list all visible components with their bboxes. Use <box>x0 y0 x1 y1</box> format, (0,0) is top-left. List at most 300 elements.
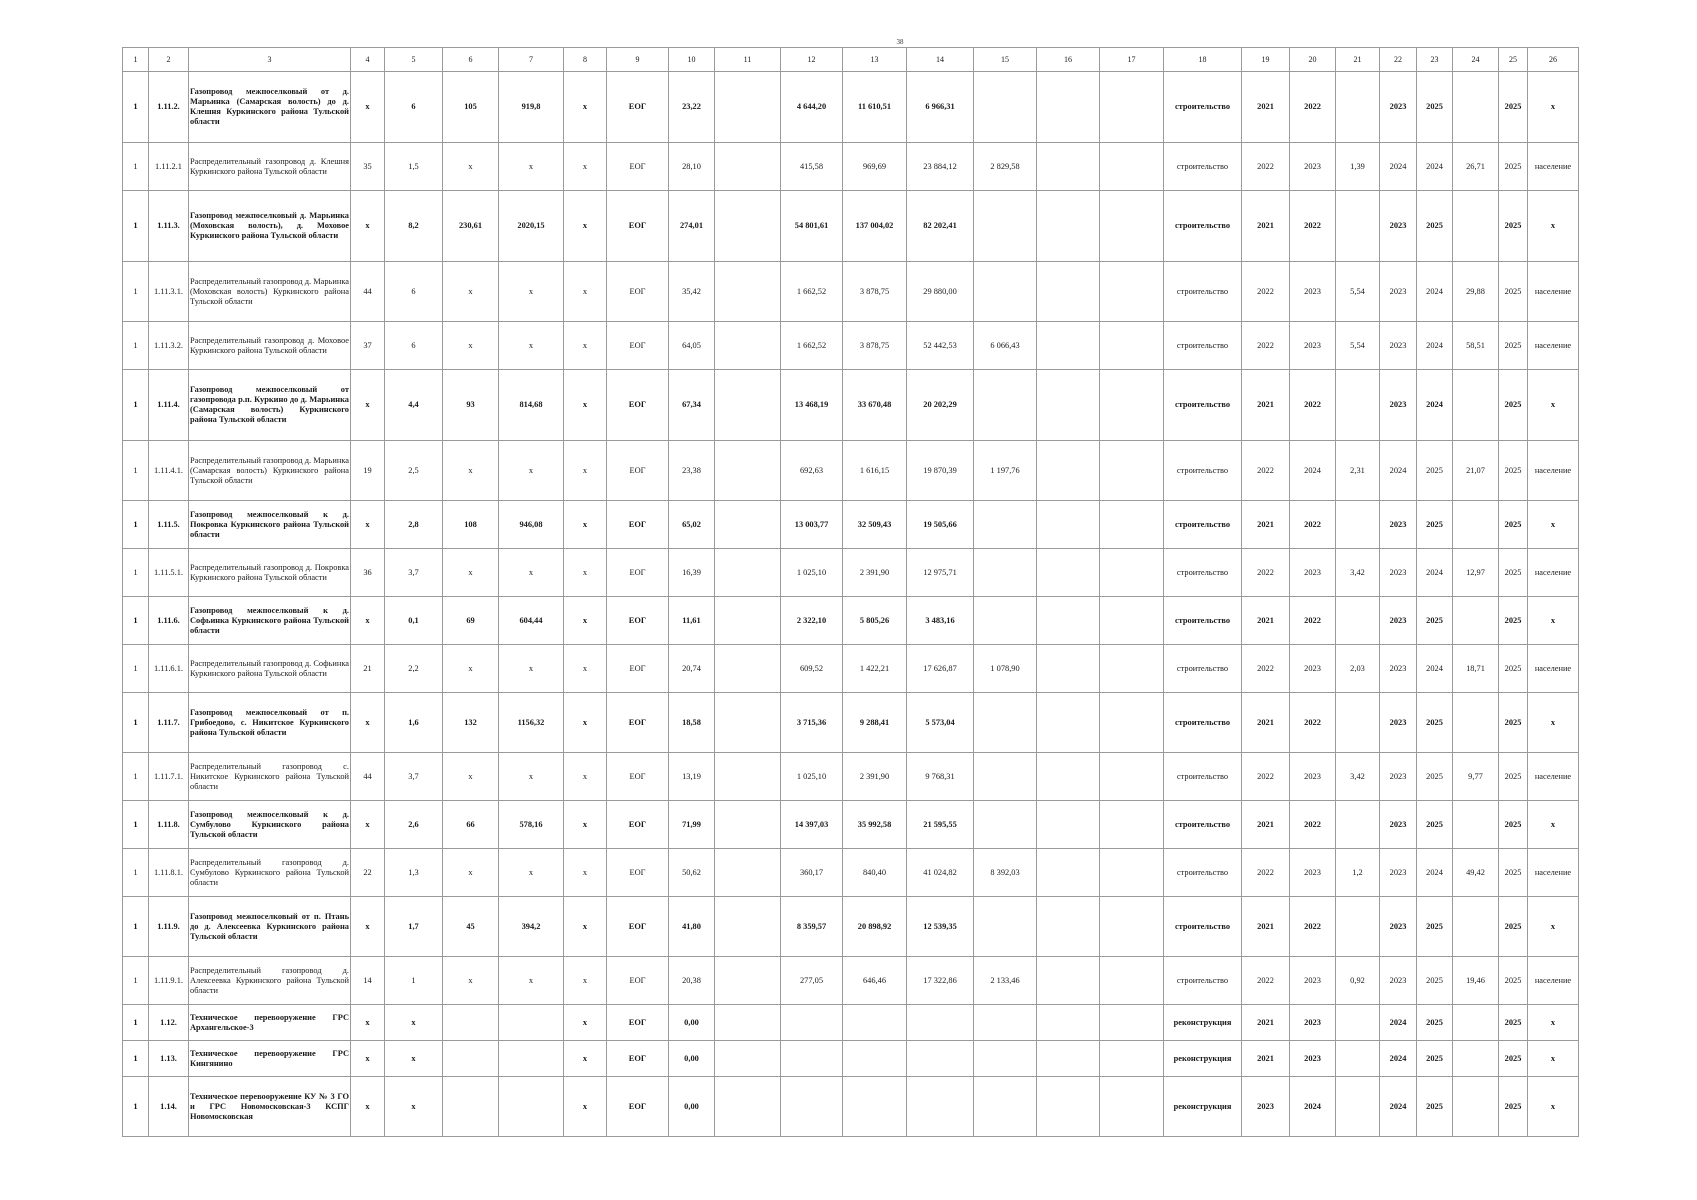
cell-col-22: 2023 <box>1380 370 1417 441</box>
cell-col-23: 2025 <box>1417 501 1453 549</box>
cell-col-26: население <box>1528 957 1579 1005</box>
cell-col-1: 1 <box>123 597 149 645</box>
cell-col-5: 1,3 <box>385 849 443 897</box>
cell-col-20: 2022 <box>1290 72 1336 143</box>
cell-col-9: ЕОГ <box>607 262 669 322</box>
cell-col-7: x <box>499 322 564 370</box>
cell-col-7: 1156,32 <box>499 693 564 753</box>
cell-col-10: 274,01 <box>669 191 715 262</box>
cell-col-12: 13 003,77 <box>781 501 843 549</box>
cell-col-3: Техническое перевооружение КУ № 3 ГО и ГРС Новомосковская-3 КСПГ Новомосковская <box>189 1077 351 1137</box>
cell-col-6: 66 <box>443 801 499 849</box>
cell-col-4: x <box>351 801 385 849</box>
cell-col-20: 2023 <box>1290 957 1336 1005</box>
cell-col-13: 3 878,75 <box>843 322 907 370</box>
cell-col-4: x <box>351 1041 385 1077</box>
cell-col-10: 23,38 <box>669 441 715 501</box>
cell-col-19: 2021 <box>1242 72 1290 143</box>
cell-col-15 <box>974 693 1037 753</box>
cell-col-11 <box>715 753 781 801</box>
cell-col-12: 8 359,57 <box>781 897 843 957</box>
table-row <box>123 897 1579 957</box>
cell-col-12: 277,05 <box>781 957 843 1005</box>
cell-col-20: 2022 <box>1290 191 1336 262</box>
cell-col-5: 0,1 <box>385 597 443 645</box>
cell-col-9: ЕОГ <box>607 753 669 801</box>
cell-col-24 <box>1453 191 1499 262</box>
table-row <box>123 441 1579 501</box>
cell-col-21 <box>1336 1005 1380 1041</box>
cell-col-19: 2021 <box>1242 897 1290 957</box>
cell-col-2: 1.11.8. <box>149 801 189 849</box>
cell-col-1: 1 <box>123 48 149 72</box>
cell-col-2: 1.11.9.1. <box>149 957 189 1005</box>
cell-col-26: население <box>1528 322 1579 370</box>
cell-col-3: Распределительный газопровод с. Никитское Куркинского района Тульской области <box>189 753 351 801</box>
cell-col-8: x <box>564 370 607 441</box>
cell-col-6: x <box>443 645 499 693</box>
cell-col-17 <box>1100 957 1164 1005</box>
cell-col-4: x <box>351 897 385 957</box>
cell-col-20: 2023 <box>1290 549 1336 597</box>
cell-col-1: 1 <box>123 322 149 370</box>
cell-col-22: 2023 <box>1380 597 1417 645</box>
cell-col-6: x <box>443 441 499 501</box>
cell-col-14: 17 322,86 <box>907 957 974 1005</box>
cell-col-8: x <box>564 322 607 370</box>
cell-col-11 <box>715 897 781 957</box>
cell-col-11 <box>715 597 781 645</box>
cell-col-8: x <box>564 957 607 1005</box>
cell-col-11 <box>715 1077 781 1137</box>
cell-col-7: x <box>499 549 564 597</box>
cell-col-21 <box>1336 370 1380 441</box>
cell-col-7: x <box>499 441 564 501</box>
cell-col-15 <box>974 501 1037 549</box>
cell-col-14: 12 539,35 <box>907 897 974 957</box>
cell-col-21 <box>1336 191 1380 262</box>
cell-col-16 <box>1037 322 1100 370</box>
cell-col-7 <box>499 1041 564 1077</box>
cell-col-10: 20,74 <box>669 645 715 693</box>
cell-col-26: x <box>1528 370 1579 441</box>
cell-col-12: 14 397,03 <box>781 801 843 849</box>
cell-col-9: ЕОГ <box>607 693 669 753</box>
cell-col-16 <box>1037 957 1100 1005</box>
cell-col-10: 50,62 <box>669 849 715 897</box>
cell-col-12: 1 662,52 <box>781 322 843 370</box>
cell-col-14: 5 573,04 <box>907 693 974 753</box>
cell-col-15 <box>974 597 1037 645</box>
cell-col-14: 82 202,41 <box>907 191 974 262</box>
cell-col-10: 65,02 <box>669 501 715 549</box>
cell-col-25: 2025 <box>1499 849 1528 897</box>
cell-col-16 <box>1037 801 1100 849</box>
cell-col-2: 1.11.3. <box>149 191 189 262</box>
cell-col-10: 16,39 <box>669 549 715 597</box>
cell-col-12: 1 662,52 <box>781 262 843 322</box>
cell-col-17 <box>1100 191 1164 262</box>
cell-col-17 <box>1100 1077 1164 1137</box>
cell-col-25: 2025 <box>1499 322 1528 370</box>
cell-col-3: Газопровод межпоселковый к д. Сумбулово Куркинского района Тульской области <box>189 801 351 849</box>
cell-col-7: x <box>499 645 564 693</box>
cell-col-24: 19,46 <box>1453 957 1499 1005</box>
cell-col-18: 18 <box>1164 48 1242 72</box>
cell-col-2: 2 <box>149 48 189 72</box>
cell-col-4: x <box>351 1077 385 1137</box>
cell-col-7 <box>499 1005 564 1041</box>
cell-col-23: 2024 <box>1417 370 1453 441</box>
cell-col-11 <box>715 262 781 322</box>
cell-col-16 <box>1037 645 1100 693</box>
cell-col-17 <box>1100 1005 1164 1041</box>
table-row <box>123 1077 1579 1137</box>
cell-col-18: строительство <box>1164 645 1242 693</box>
cell-col-5: 1,7 <box>385 897 443 957</box>
cell-col-16 <box>1037 693 1100 753</box>
cell-col-2: 1.11.5. <box>149 501 189 549</box>
cell-col-12 <box>781 1077 843 1137</box>
cell-col-20: 2023 <box>1290 1005 1336 1041</box>
cell-col-10: 0,00 <box>669 1041 715 1077</box>
cell-col-23: 2024 <box>1417 549 1453 597</box>
cell-col-25: 2025 <box>1499 1077 1528 1137</box>
cell-col-16 <box>1037 262 1100 322</box>
cell-col-2: 1.12. <box>149 1005 189 1041</box>
cell-col-7 <box>499 1077 564 1137</box>
cell-col-17 <box>1100 597 1164 645</box>
cell-col-17 <box>1100 849 1164 897</box>
cell-col-6: 108 <box>443 501 499 549</box>
cell-col-8: x <box>564 72 607 143</box>
cell-col-2: 1.11.7. <box>149 693 189 753</box>
cell-col-20: 20 <box>1290 48 1336 72</box>
cell-col-2: 1.11.2. <box>149 72 189 143</box>
cell-col-17 <box>1100 441 1164 501</box>
table-row <box>123 693 1579 753</box>
cell-col-22: 2024 <box>1380 1005 1417 1041</box>
cell-col-23: 2025 <box>1417 441 1453 501</box>
table-row <box>123 597 1579 645</box>
cell-col-7: 7 <box>499 48 564 72</box>
cell-col-2: 1.11.3.2. <box>149 322 189 370</box>
cell-col-15 <box>974 753 1037 801</box>
cell-col-4: 22 <box>351 849 385 897</box>
cell-col-17 <box>1100 72 1164 143</box>
cell-col-23: 2025 <box>1417 1005 1453 1041</box>
cell-col-20: 2023 <box>1290 143 1336 191</box>
cell-col-6: x <box>443 753 499 801</box>
cell-col-21: 5,54 <box>1336 322 1380 370</box>
cell-col-26: x <box>1528 1077 1579 1137</box>
cell-col-22: 2023 <box>1380 801 1417 849</box>
cell-col-20: 2022 <box>1290 801 1336 849</box>
cell-col-21 <box>1336 1077 1380 1137</box>
cell-col-15 <box>974 191 1037 262</box>
cell-col-18: строительство <box>1164 441 1242 501</box>
cell-col-25: 2025 <box>1499 143 1528 191</box>
cell-col-5: 1 <box>385 957 443 1005</box>
cell-col-8: x <box>564 897 607 957</box>
cell-col-8: x <box>564 549 607 597</box>
cell-col-2: 1.11.8.1. <box>149 849 189 897</box>
cell-col-9: ЕОГ <box>607 897 669 957</box>
cell-col-21 <box>1336 693 1380 753</box>
cell-col-19: 2021 <box>1242 1041 1290 1077</box>
cell-col-23: 2025 <box>1417 957 1453 1005</box>
cell-col-20: 2022 <box>1290 501 1336 549</box>
cell-col-23: 2024 <box>1417 645 1453 693</box>
cell-col-26: x <box>1528 1041 1579 1077</box>
cell-col-6 <box>443 1041 499 1077</box>
cell-col-3: Распределительный газопровод д. Покровка Куркинского района Тульской области <box>189 549 351 597</box>
cell-col-16 <box>1037 1077 1100 1137</box>
cell-col-10: 67,34 <box>669 370 715 441</box>
cell-col-12: 13 468,19 <box>781 370 843 441</box>
cell-col-18: строительство <box>1164 191 1242 262</box>
cell-col-13: 646,46 <box>843 957 907 1005</box>
cell-col-25: 2025 <box>1499 801 1528 849</box>
cell-col-17 <box>1100 143 1164 191</box>
cell-col-18: строительство <box>1164 801 1242 849</box>
cell-col-13: 1 616,15 <box>843 441 907 501</box>
cell-col-6: x <box>443 849 499 897</box>
cell-col-3: Распределительный газопровод д. Марьинка (Самарская волость) Куркинского района Тульской области <box>189 441 351 501</box>
cell-col-16 <box>1037 1041 1100 1077</box>
cell-col-3: Газопровод межпоселковый от п. Грибоедово, с. Никитское Куркинского района Тульской области <box>189 693 351 753</box>
cell-col-3: Газопровод межпоселковый от д. Марьинка (Самарская волость) до д. Клешня Куркинского района Тульской области <box>189 72 351 143</box>
cell-col-8: x <box>564 191 607 262</box>
cell-col-5: 8,2 <box>385 191 443 262</box>
cell-col-15 <box>974 262 1037 322</box>
cell-col-24 <box>1453 1077 1499 1137</box>
cell-col-2: 1.11.7.1. <box>149 753 189 801</box>
cell-col-8: x <box>564 501 607 549</box>
cell-col-15: 2 829,58 <box>974 143 1037 191</box>
cell-col-24: 58,51 <box>1453 322 1499 370</box>
cell-col-6: x <box>443 322 499 370</box>
cell-col-3: Газопровод межпоселковый к д. Софьинка Куркинского района Тульской области <box>189 597 351 645</box>
cell-col-26: x <box>1528 801 1579 849</box>
cell-col-1: 1 <box>123 143 149 191</box>
cell-col-11 <box>715 143 781 191</box>
cell-col-4: x <box>351 191 385 262</box>
cell-col-17 <box>1100 549 1164 597</box>
cell-col-1: 1 <box>123 370 149 441</box>
cell-col-3: 3 <box>189 48 351 72</box>
cell-col-1: 1 <box>123 191 149 262</box>
cell-col-11 <box>715 693 781 753</box>
cell-col-11 <box>715 1005 781 1041</box>
cell-col-6: 132 <box>443 693 499 753</box>
cell-col-14: 23 884,12 <box>907 143 974 191</box>
cell-col-4: 36 <box>351 549 385 597</box>
cell-col-3: Распределительный газопровод д. Софьинка Куркинского района Тульской области <box>189 645 351 693</box>
cell-col-26: население <box>1528 441 1579 501</box>
cell-col-19: 2023 <box>1242 1077 1290 1137</box>
cell-col-25: 2025 <box>1499 1005 1528 1041</box>
cell-col-23: 2025 <box>1417 897 1453 957</box>
cell-col-7: x <box>499 849 564 897</box>
cell-col-23: 2025 <box>1417 72 1453 143</box>
cell-col-23: 2024 <box>1417 322 1453 370</box>
cell-col-4: 44 <box>351 753 385 801</box>
cell-col-4: x <box>351 370 385 441</box>
cell-col-3: Распределительный газопровод д. Алексеевка Куркинского района Тульской области <box>189 957 351 1005</box>
cell-col-10: 13,19 <box>669 753 715 801</box>
cell-col-20: 2023 <box>1290 322 1336 370</box>
cell-col-5: x <box>385 1077 443 1137</box>
cell-col-11 <box>715 501 781 549</box>
cell-col-2: 1.14. <box>149 1077 189 1137</box>
header-row <box>123 48 1579 72</box>
cell-col-18: строительство <box>1164 849 1242 897</box>
cell-col-23: 2025 <box>1417 1041 1453 1077</box>
cell-col-6: 69 <box>443 597 499 645</box>
table-row <box>123 645 1579 693</box>
cell-col-20: 2023 <box>1290 849 1336 897</box>
cell-col-18: строительство <box>1164 693 1242 753</box>
cell-col-1: 1 <box>123 441 149 501</box>
cell-col-19: 2021 <box>1242 370 1290 441</box>
cell-col-24 <box>1453 597 1499 645</box>
cell-col-15 <box>974 549 1037 597</box>
cell-col-13 <box>843 1005 907 1041</box>
cell-col-9: ЕОГ <box>607 645 669 693</box>
cell-col-10: 0,00 <box>669 1077 715 1137</box>
cell-col-15: 6 066,43 <box>974 322 1037 370</box>
cell-col-9: ЕОГ <box>607 597 669 645</box>
cell-col-22: 2023 <box>1380 501 1417 549</box>
table-row <box>123 1005 1579 1041</box>
cell-col-16 <box>1037 501 1100 549</box>
cell-col-18: реконструкция <box>1164 1005 1242 1041</box>
cell-col-13: 35 992,58 <box>843 801 907 849</box>
cell-col-25: 2025 <box>1499 897 1528 957</box>
cell-col-12: 1 025,10 <box>781 753 843 801</box>
cell-col-21: 21 <box>1336 48 1380 72</box>
cell-col-22: 2024 <box>1380 441 1417 501</box>
cell-col-12: 360,17 <box>781 849 843 897</box>
cell-col-11 <box>715 1041 781 1077</box>
cell-col-6 <box>443 1077 499 1137</box>
table-row <box>123 191 1579 262</box>
table-row <box>123 801 1579 849</box>
cell-col-4: 19 <box>351 441 385 501</box>
cell-col-14: 6 966,31 <box>907 72 974 143</box>
cell-col-14 <box>907 1077 974 1137</box>
cell-col-25: 2025 <box>1499 549 1528 597</box>
cell-col-11 <box>715 957 781 1005</box>
cell-col-26: x <box>1528 597 1579 645</box>
cell-col-19: 2022 <box>1242 549 1290 597</box>
cell-col-10: 41,80 <box>669 897 715 957</box>
cell-col-13: 137 004,02 <box>843 191 907 262</box>
cell-col-8: x <box>564 1077 607 1137</box>
cell-col-24: 9,77 <box>1453 753 1499 801</box>
cell-col-23: 2025 <box>1417 801 1453 849</box>
cell-col-25: 2025 <box>1499 72 1528 143</box>
cell-col-6: 230,61 <box>443 191 499 262</box>
cell-col-11 <box>715 72 781 143</box>
cell-col-23: 2024 <box>1417 849 1453 897</box>
cell-col-25: 2025 <box>1499 191 1528 262</box>
cell-col-13: 1 422,21 <box>843 645 907 693</box>
cell-col-1: 1 <box>123 957 149 1005</box>
cell-col-9: ЕОГ <box>607 801 669 849</box>
cell-col-23: 2024 <box>1417 143 1453 191</box>
cell-col-7: 946,08 <box>499 501 564 549</box>
cell-col-17 <box>1100 262 1164 322</box>
cell-col-6: 45 <box>443 897 499 957</box>
cell-col-18: строительство <box>1164 549 1242 597</box>
cell-col-3: Техническое перевооружение ГРС Кингянино <box>189 1041 351 1077</box>
cell-col-24: 24 <box>1453 48 1499 72</box>
table-row <box>123 753 1579 801</box>
cell-col-7: x <box>499 262 564 322</box>
cell-col-23: 2025 <box>1417 191 1453 262</box>
cell-col-14: 20 202,29 <box>907 370 974 441</box>
cell-col-24 <box>1453 501 1499 549</box>
cell-col-24 <box>1453 1041 1499 1077</box>
cell-col-21: 2,31 <box>1336 441 1380 501</box>
cell-col-11 <box>715 322 781 370</box>
cell-col-20: 2022 <box>1290 597 1336 645</box>
cell-col-16 <box>1037 549 1100 597</box>
cell-col-10: 28,10 <box>669 143 715 191</box>
cell-col-7: x <box>499 957 564 1005</box>
cell-col-12: 609,52 <box>781 645 843 693</box>
table-row <box>123 262 1579 322</box>
cell-col-21 <box>1336 897 1380 957</box>
cell-col-15 <box>974 370 1037 441</box>
cell-col-19: 2021 <box>1242 693 1290 753</box>
cell-col-4: 14 <box>351 957 385 1005</box>
cell-col-24: 18,71 <box>1453 645 1499 693</box>
cell-col-1: 1 <box>123 801 149 849</box>
cell-col-9: ЕОГ <box>607 1005 669 1041</box>
cell-col-4: 21 <box>351 645 385 693</box>
cell-col-19: 2022 <box>1242 441 1290 501</box>
cell-col-14: 52 442,53 <box>907 322 974 370</box>
cell-col-8: x <box>564 441 607 501</box>
cell-col-23: 2025 <box>1417 597 1453 645</box>
investment-program-table <box>122 47 1579 1137</box>
cell-col-13: 32 509,43 <box>843 501 907 549</box>
cell-col-25: 2025 <box>1499 645 1528 693</box>
cell-col-12: 415,58 <box>781 143 843 191</box>
cell-col-14: 19 870,39 <box>907 441 974 501</box>
table-row <box>123 957 1579 1005</box>
cell-col-26: население <box>1528 645 1579 693</box>
cell-col-25: 2025 <box>1499 753 1528 801</box>
cell-col-19: 2022 <box>1242 143 1290 191</box>
table-row <box>123 1041 1579 1077</box>
cell-col-15: 1 078,90 <box>974 645 1037 693</box>
cell-col-12: 692,63 <box>781 441 843 501</box>
cell-col-22: 2023 <box>1380 693 1417 753</box>
cell-col-15 <box>974 801 1037 849</box>
cell-col-16 <box>1037 143 1100 191</box>
cell-col-21: 5,54 <box>1336 262 1380 322</box>
cell-col-9: ЕОГ <box>607 849 669 897</box>
cell-col-4: 35 <box>351 143 385 191</box>
cell-col-23: 2025 <box>1417 753 1453 801</box>
cell-col-24 <box>1453 1005 1499 1041</box>
cell-col-4: 4 <box>351 48 385 72</box>
cell-col-2: 1.11.6.1. <box>149 645 189 693</box>
